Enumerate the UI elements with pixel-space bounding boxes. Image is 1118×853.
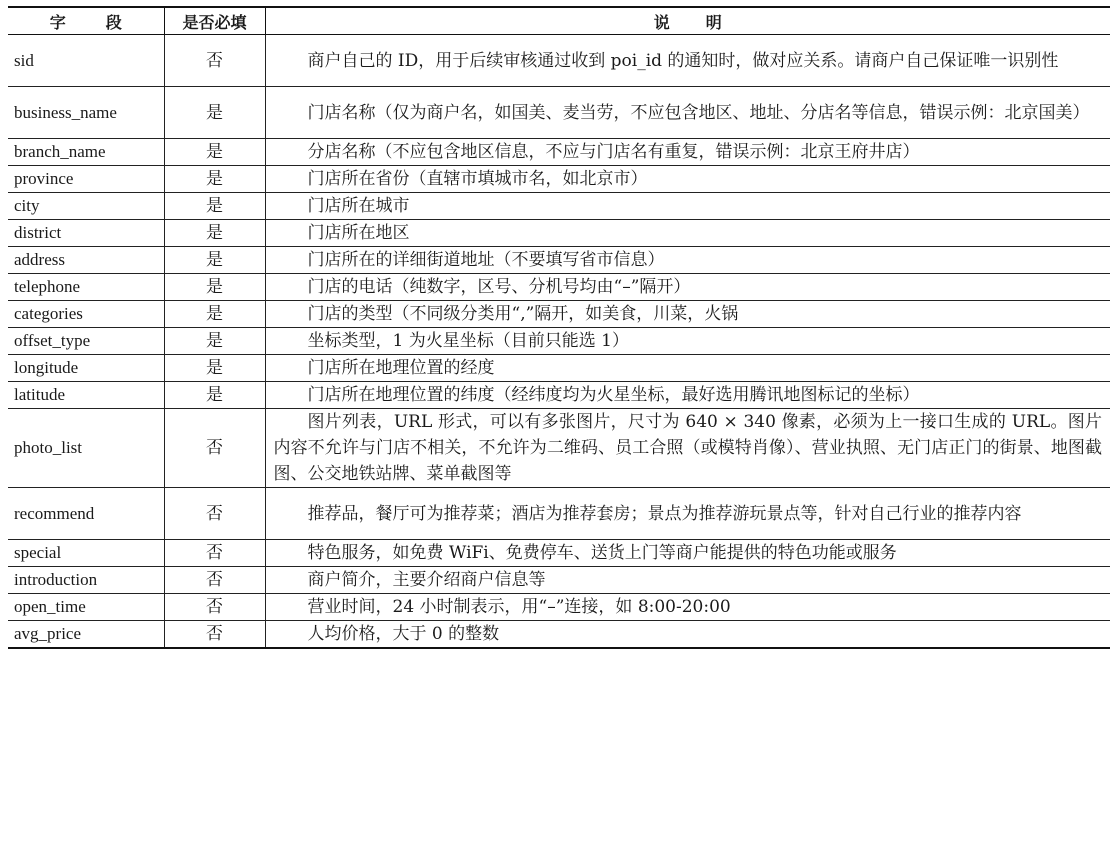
required-cell: 是 [164, 193, 265, 220]
header-field-char-2: 段 [105, 12, 122, 32]
description-cell: 商户简介，主要介绍商户信息等 [265, 567, 1110, 594]
field-cell: business_name [8, 87, 164, 139]
table-row [8, 193, 1110, 220]
description-cell: 门店所在城市 [265, 193, 1110, 220]
table-row [8, 594, 1110, 621]
table-row [8, 567, 1110, 594]
description-cell: 门店的类型（不同级分类用“,”隔开，如美食，川菜，火锅 [265, 301, 1110, 328]
required-cell: 否 [164, 567, 265, 594]
description-cell: 门店的电话（纯数字，区号、分机号均由“–”隔开） [265, 274, 1110, 301]
table-row [8, 355, 1110, 382]
table-row [8, 35, 1110, 87]
description-cell: 门店名称（仅为商户名，如国美、麦当劳，不应包含地区、地址、分店名等信息，错误示例：北京国美） [265, 87, 1110, 139]
header-description [265, 7, 1110, 35]
field-cell: recommend [8, 488, 164, 540]
required-cell: 是 [164, 139, 265, 166]
field-cell: province [8, 166, 164, 193]
table-row [8, 409, 1110, 488]
field-cell: longitude [8, 355, 164, 382]
table-row [8, 87, 1110, 139]
table-body [8, 35, 1110, 649]
field-cell: introduction [8, 567, 164, 594]
header-desc-char-1: 说 [653, 12, 670, 32]
header-row [8, 7, 1110, 35]
description-cell: 门店所在地理位置的纬度（经纬度均为火星坐标，最好选用腾讯地图标记的坐标） [265, 382, 1110, 409]
required-cell: 是 [164, 166, 265, 193]
description-cell: 分店名称（不应包含地区信息，不应与门店名有重复，错误示例：北京王府井店） [265, 139, 1110, 166]
field-cell: categories [8, 301, 164, 328]
field-cell: special [8, 540, 164, 567]
table-row [8, 301, 1110, 328]
table-row [8, 139, 1110, 166]
header-required: 是否必填 [164, 7, 265, 35]
required-cell: 否 [164, 540, 265, 567]
table-header [8, 7, 1110, 35]
field-cell: photo_list [8, 409, 164, 488]
table-row [8, 274, 1110, 301]
table-row [8, 488, 1110, 540]
field-cell: latitude [8, 382, 164, 409]
required-cell: 是 [164, 328, 265, 355]
description-cell: 门店所在省份（直辖市填城市名，如北京市） [265, 166, 1110, 193]
table-row [8, 220, 1110, 247]
field-cell: branch_name [8, 139, 164, 166]
required-cell: 是 [164, 220, 265, 247]
description-cell: 特色服务，如免费 WiFi、免费停车、送货上门等商户能提供的特色功能或服务 [265, 540, 1110, 567]
required-cell: 是 [164, 247, 265, 274]
table-row [8, 382, 1110, 409]
description-cell: 推荐品，餐厅可为推荐菜；酒店为推荐套房；景点为推荐游玩景点等，针对自己行业的推荐内容 [265, 488, 1110, 540]
description-cell: 营业时间，24 小时制表示，用“–”连接，如 8:00-20:00 [265, 594, 1110, 621]
table-row [8, 621, 1110, 649]
field-cell: sid [8, 35, 164, 87]
required-cell: 否 [164, 35, 265, 87]
required-cell: 否 [164, 621, 265, 649]
required-cell: 否 [164, 409, 265, 488]
required-cell: 是 [164, 274, 265, 301]
header-field-char-1: 字 [49, 12, 66, 32]
table-row [8, 540, 1110, 567]
required-cell: 是 [164, 301, 265, 328]
required-cell: 否 [164, 488, 265, 540]
field-cell: city [8, 193, 164, 220]
description-cell: 人均价格，大于 0 的整数 [265, 621, 1110, 649]
description-cell: 商户自己的 ID，用于后续审核通过收到 poi_id 的通知时，做对应关系。请商户自己保证唯一识别性 [265, 35, 1110, 87]
required-cell: 是 [164, 87, 265, 139]
header-desc-char-2: 明 [705, 12, 722, 32]
description-cell: 坐标类型，1 为火星坐标（目前只能选 1） [265, 328, 1110, 355]
description-cell: 图片列表，URL 形式，可以有多张图片，尺寸为 640 × 340 像素，必须为上一接口生成的 URL。图片内容不允许与门店不相关，不允许为二维码、员工合照（或模特肖像）、营业执照、无门店正门的街景、地图截图、公交地铁站牌、菜单截图等 [265, 409, 1110, 488]
field-cell: offset_type [8, 328, 164, 355]
table-row [8, 328, 1110, 355]
required-cell: 是 [164, 382, 265, 409]
header-field [8, 7, 164, 35]
table-row [8, 247, 1110, 274]
description-cell: 门店所在地理位置的经度 [265, 355, 1110, 382]
description-cell: 门店所在地区 [265, 220, 1110, 247]
field-spec-table [8, 6, 1110, 649]
field-cell: address [8, 247, 164, 274]
table-row [8, 166, 1110, 193]
required-cell: 否 [164, 594, 265, 621]
field-cell: avg_price [8, 621, 164, 649]
description-cell: 门店所在的详细街道地址（不要填写省市信息） [265, 247, 1110, 274]
field-cell: district [8, 220, 164, 247]
field-cell: open_time [8, 594, 164, 621]
field-cell: telephone [8, 274, 164, 301]
required-cell: 是 [164, 355, 265, 382]
